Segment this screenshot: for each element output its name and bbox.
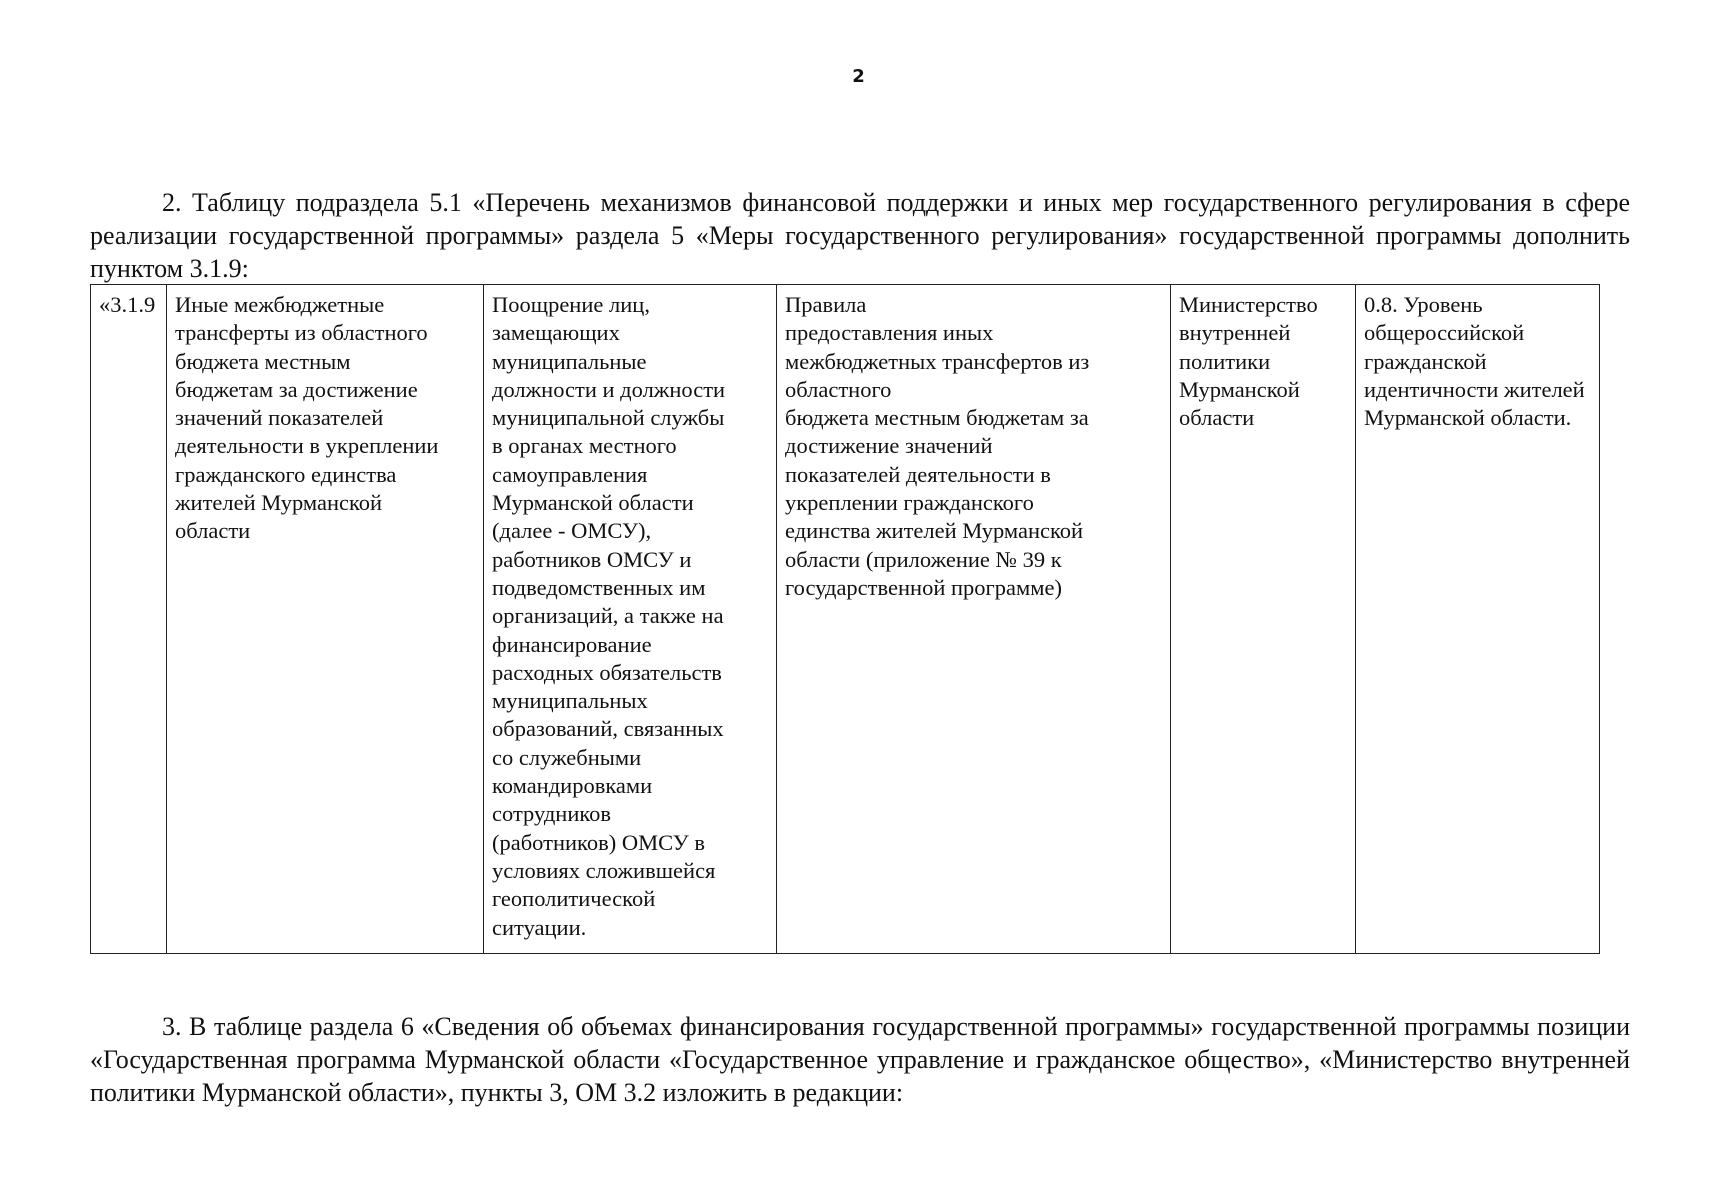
paragraph-2 [90, 186, 1630, 285]
cell-mechanism-name: Иные межбюджетные трансферты из областного бюджета местным бюджетам за достижение значений показателей деятельности в укреплении гражданского единства жителей Мурманской области [167, 285, 484, 954]
table-row [91, 285, 1600, 954]
page-number: 2 [852, 66, 865, 87]
cell-indicator: 0.8. Уровень общероссийской гражданской идентичности жителей Мурманской области. [1356, 285, 1600, 954]
measures-table [90, 284, 1600, 954]
paragraph-2-text: 2. Таблицу подраздела 5.1 «Перечень механизмов финансовой поддержки и иных мер государственного регулирования в сфере реализации государственной программы» раздела 5 «Меры государственного регулирования» государственной программы дополнить пунктом 3.1.9: [90, 188, 1630, 283]
cell-responsible: Министерство внутренней политики Мурманской области [1171, 285, 1356, 954]
cell-purpose: Поощрение лиц, замещающих муниципальные должности и должности муниципальной службы в органах местного самоуправления Мурманской области (далее - ОМСУ), работников ОМСУ и подведомственных им организаций, а также на финансирование расходных обязательств муниципальных образований, связанных со служебными командировками сотрудников (работников) ОМСУ в условиях сложившейся геополитической ситуации. [484, 285, 777, 954]
cell-item-number: «3.1.9 [91, 285, 167, 954]
paragraph-3-text: 3. В таблице раздела 6 «Сведения об объемах финансирования государственной программы» государственной программы позиции «Государственная программа Мурманской области «Государственное управление и гражданское общество», «Министерство внутренней политики Мурманской области», пункты 3, ОМ 3.2 изложить в редакции: [90, 1012, 1630, 1107]
paragraph-3 [90, 1010, 1630, 1109]
cell-rules: Правила предоставления иных межбюджетных трансфертов из областного бюджета местным бюджетам за достижение значений показателей деятельности в укреплении гражданского единства жителей Мурманской области (приложение № 39 к государственной программе) [777, 285, 1171, 954]
measures-table-container [90, 284, 1600, 954]
